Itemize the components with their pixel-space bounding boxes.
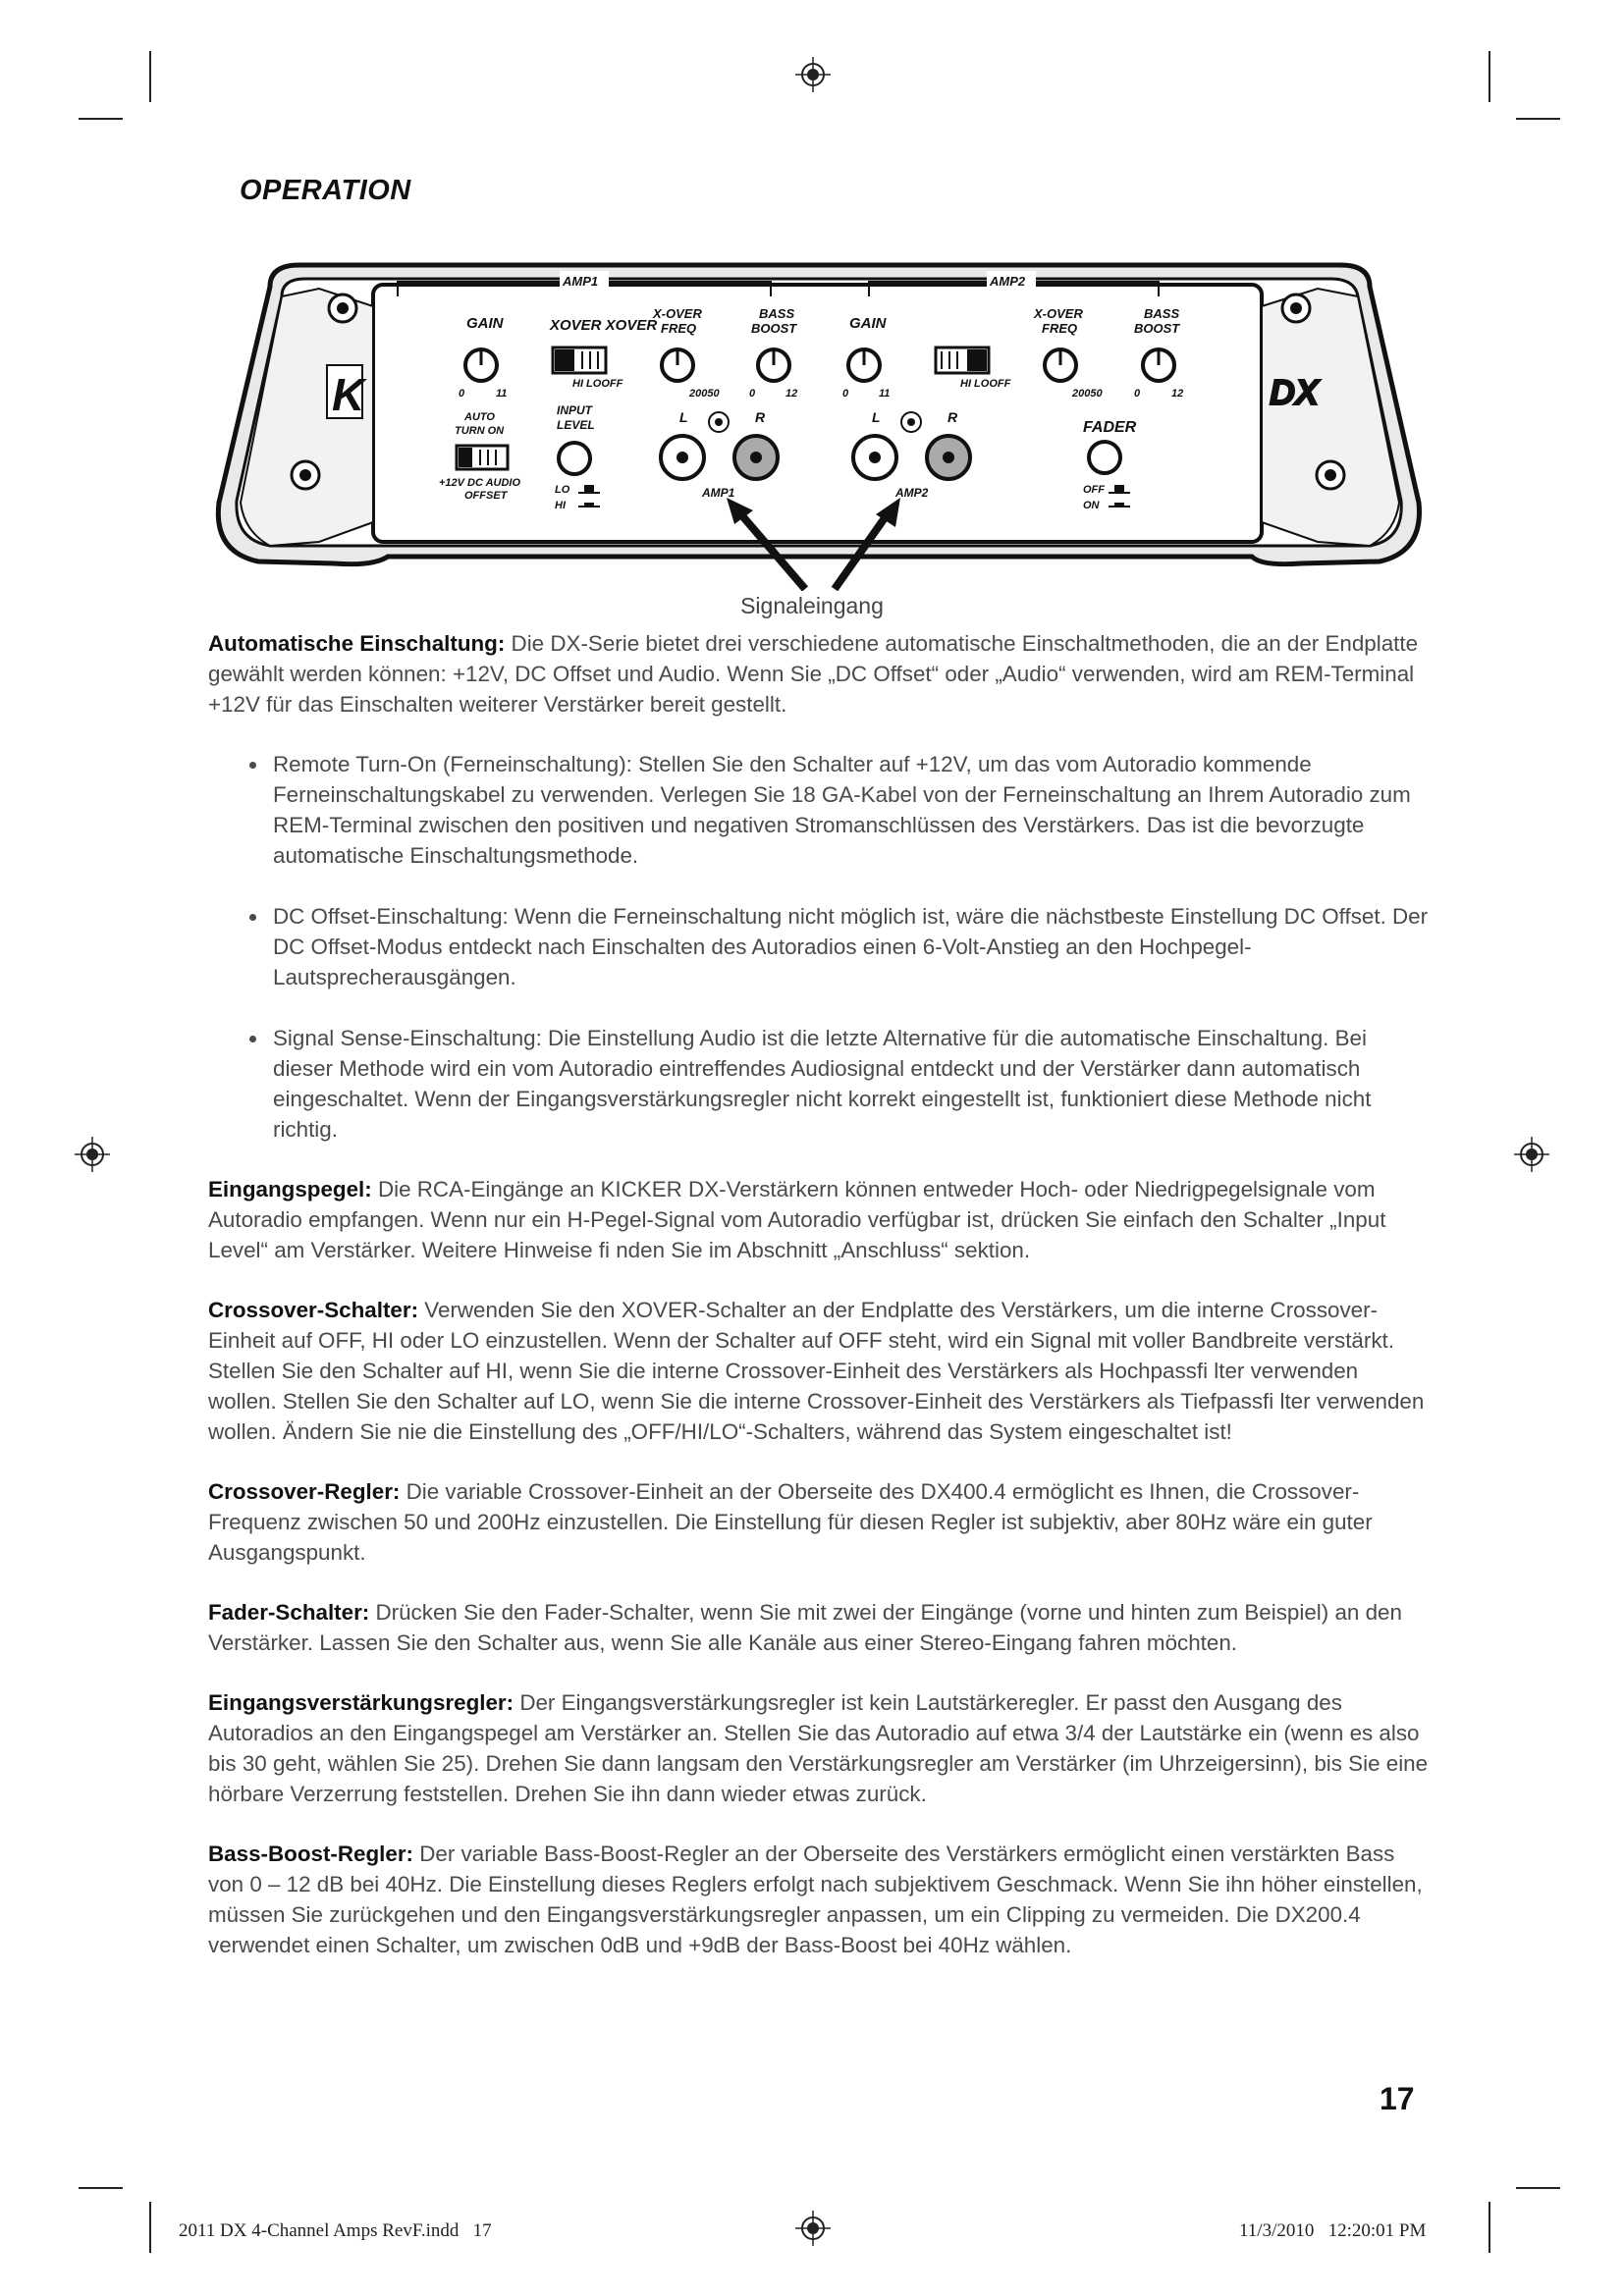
- dx-logo: DX: [1270, 372, 1320, 412]
- auto-turn-on-label: TURN ON: [455, 425, 505, 437]
- paragraph-text: Der variable Bass-Boost-Regler an der Oberseite des Verstärkers ermöglicht einen verstärkten Bass von 0 – 12 dB bei 40Hz. Die Einstellung dieses Reglers erfolgt nach subjektivem Geschmack. Wenn Sie ihn höher einstellen, müssen Sie zurückgehen und den Eingangsverstärkungsregler anpassen, um ein Clipping zu vermeiden. Die DX200.4 verwendet einen Schalter, um zwischen 0dB und +9dB der Bass-Boost bei 40Hz wählen.: [208, 1842, 1423, 1957]
- amp2-label: AMP2: [990, 274, 1026, 289]
- auto-turn-on-switch[interactable]: [457, 446, 508, 469]
- rca-l2-label: L: [872, 409, 881, 425]
- paragraph-heading: Fader-Schalter:: [208, 1600, 370, 1625]
- freq1-scale: 20050: [689, 388, 720, 400]
- boost1-scale: 12: [785, 388, 798, 400]
- gain2-scale: 11: [879, 388, 891, 400]
- bass-boost2-label: BASS: [1144, 306, 1180, 321]
- gain1-scale: 0: [459, 388, 465, 400]
- paragraph-fader-switch: [208, 1597, 1431, 1658]
- gain2-scale: 0: [842, 388, 849, 400]
- paragraph-text: Drücken Sie den Fader-Schalter, wenn Sie mit zwei der Eingänge (vorne und hinten zum Beispiel) an den Verstärker. Lassen Sie den Schalter aus, wenn Sie alle Kanäle aus einer Stereo-Eingang fahren möchten.: [208, 1600, 1402, 1655]
- fader-button[interactable]: [1089, 442, 1120, 473]
- section-title: OPERATION: [240, 175, 411, 206]
- bass-boost2-label: BOOST: [1134, 321, 1180, 336]
- hilo2-label: HI LOOFF: [960, 378, 1011, 390]
- gain2-label: GAIN: [849, 315, 887, 332]
- rca-l1-label: L: [679, 409, 688, 425]
- input-level-label: INPUT: [557, 403, 592, 417]
- gain1-label: GAIN: [466, 315, 504, 332]
- rca-input-amp1-right[interactable]: [734, 436, 778, 479]
- rca-r1-label: R: [755, 409, 766, 425]
- registration-mark-icon: [795, 57, 831, 92]
- list-item: • DC Offset-Einschaltung: Wenn die Ferneinschaltung nicht möglich ist, wäre die nächstbeste Einstellung DC Offset. Der DC Offset-Modus entdeckt nach Einschalten des Autoradios einen 6-Volt-Anstieg an den Hochpegel-Lautsprecherausgängen.: [269, 901, 1431, 992]
- footer-file-name: 2011 DX 4-Channel Amps RevF.indd 17: [179, 2220, 492, 2241]
- paragraph-auto-turn-on: [208, 628, 1431, 720]
- xover-switch-label: XOVER XOVER: [550, 317, 658, 334]
- paragraph-text: Der Eingangsverstärkungsregler ist kein Lautstärkeregler. Er passt den Ausgang des Autoradios an den Eingangspegel am Verstärker an. Stellen Sie das Autoradio auf etwa 3/4 der Lautstärke ein (wenn es also bis 30 geht, wählen Sie 25). Drehen Sie dann langsam den Verstärkungsregler am Verstärker (im Uhrzeigersinn), bis Sie eine hörbare Verzerrung feststellen. Drehen Sie ihn dann wieder etwas zurück.: [208, 1690, 1429, 1806]
- paragraph-text: Die variable Crossover-Einheit an der Oberseite des DX400.4 ermöglicht es Ihnen, die Crossover-Frequenz zwischen 50 und 200Hz einzustellen. Die Einstellung für diesen Regler ist subjektiv, aber 80Hz wäre ein guter Ausgangspunkt.: [208, 1479, 1373, 1565]
- boost2-scale: 0: [1134, 388, 1141, 400]
- auto-turn-on-label: AUTO: [464, 411, 495, 423]
- kicker-logo: K: [332, 369, 365, 420]
- rca-input-amp2-right[interactable]: [927, 436, 970, 479]
- registration-mark-icon: [795, 2211, 831, 2246]
- paragraph-input-level: [208, 1174, 1431, 1265]
- document-body: [208, 628, 1431, 1990]
- paragraph-heading: Crossover-Regler:: [208, 1479, 401, 1504]
- paragraph-heading: Eingangspegel:: [208, 1177, 372, 1201]
- input-level-button[interactable]: [559, 443, 590, 474]
- paragraph-bass-boost: [208, 1839, 1431, 1960]
- xover-freq1-label: FREQ: [661, 321, 697, 336]
- gain2-knob[interactable]: [848, 349, 880, 381]
- on-label: ON: [1083, 500, 1100, 511]
- gain1-scale: 11: [496, 388, 508, 400]
- rca-input-amp2-left[interactable]: [853, 436, 896, 479]
- paragraph-text: Die RCA-Eingänge an KICKER DX-Verstärkern können entweder Hoch- oder Niedrigpegelsignale vom Autoradio empfangen. Wenn nur ein H-Pegel-Signal vom Autoradio verfügbar ist, drücken Sie einfach den Schalter „Input Level“ am Verstärker. Weitere Hinweise fi nden Sie im Abschnitt „Anschluss“ sektion.: [208, 1177, 1386, 1262]
- crop-mark: [1489, 2202, 1490, 2253]
- paragraph-heading: Automatische Einschaltung:: [208, 631, 506, 656]
- paragraph-heading: Bass-Boost-Regler:: [208, 1842, 414, 1866]
- xover-freq1-knob[interactable]: [662, 349, 693, 381]
- freq2-scale: 20050: [1072, 388, 1103, 400]
- registration-mark-icon: [75, 1137, 110, 1172]
- xover-freq2-knob[interactable]: [1045, 349, 1076, 381]
- turn-on-modes-label: +12V DC AUDIO: [439, 477, 521, 489]
- paragraph-crossover-control: [208, 1476, 1431, 1568]
- boost2-scale: 12: [1171, 388, 1184, 400]
- lo-label: LO: [555, 484, 570, 496]
- hilo1-label: HI LOOFF: [572, 378, 623, 390]
- xover-switch-amp2[interactable]: [936, 347, 989, 373]
- off-label: OFF: [1083, 484, 1105, 496]
- rca-amp2-label: AMP2: [895, 486, 929, 500]
- paragraph-heading: Crossover-Schalter:: [208, 1298, 419, 1322]
- bass-boost1-label: BOOST: [751, 321, 797, 336]
- paragraph-heading: Eingangsverstärkungsregler:: [208, 1690, 514, 1715]
- rca-amp1-label: AMP1: [702, 486, 735, 500]
- page-number: 17: [1380, 2081, 1415, 2116]
- crop-mark: [79, 118, 123, 120]
- registration-mark-icon: [1514, 1137, 1549, 1172]
- turn-on-modes-label: OFFSET: [464, 490, 508, 502]
- rca-input-amp1-left[interactable]: [661, 436, 704, 479]
- diagram-caption: Signaleingang: [740, 593, 884, 618]
- input-level-label: LEVEL: [557, 418, 595, 432]
- amplifier-end-panel-diagram: [211, 257, 1426, 591]
- hi-label: HI: [555, 500, 566, 511]
- bass-boost2-knob[interactable]: [1143, 349, 1174, 381]
- crop-mark: [149, 2202, 151, 2253]
- xover-freq2-label: X-OVER: [1034, 306, 1083, 321]
- xover-freq1-label: X-OVER: [653, 306, 702, 321]
- crop-mark: [1516, 2187, 1560, 2189]
- gain1-knob[interactable]: [465, 349, 497, 381]
- crop-mark: [1516, 118, 1560, 120]
- turn-on-methods-list: [208, 749, 1431, 1145]
- crop-mark: [79, 2187, 123, 2189]
- xover-freq2-label: FREQ: [1042, 321, 1078, 336]
- paragraph-text: Verwenden Sie den XOVER-Schalter an der Endplatte des Verstärkers, um die interne Crossover-Einheit auf OFF, HI oder LO einzustellen. Wenn der Schalter auf OFF steht, wird ein Signal mit voller Bandbreite verstärkt. Stellen Sie den Schalter auf HI, wenn Sie die interne Crossover-Einheit des Verstärkers als Hochpassfi lter verwenden wollen. Stellen Sie den Schalter auf LO, wenn Sie die interne Crossover-Einheit des Verstärkers als Tiefpassfi lter verwenden wollen. Ändern Sie nie die Einstellung des „OFF/HI/LO“-Schalters, während das System eingeschaltet ist!: [208, 1298, 1425, 1444]
- boost1-scale: 0: [749, 388, 756, 400]
- list-item: • Remote Turn-On (Ferneinschaltung): Stellen Sie den Schalter auf +12V, um das vom Autoradio kommende Ferneinschaltungskabel zu verwenden. Verlegen Sie 18 GA-Kabel von der Ferneinschaltung an Ihrem Autoradio zum REM-Terminal zwischen den positiven und negativen Stromanschlüssen des Verstärkers. Das ist die bevorzugte automatische Einschaltungsmethode.: [269, 749, 1431, 871]
- crop-mark: [149, 51, 151, 102]
- xover-switch-amp1[interactable]: [553, 347, 606, 373]
- fader-label: FADER: [1083, 419, 1137, 436]
- paragraph-gain-control: [208, 1687, 1431, 1809]
- rca-r2-label: R: [947, 409, 958, 425]
- bass-boost1-label: BASS: [759, 306, 795, 321]
- paragraph-text: Die DX-Serie bietet drei verschiedene automatische Einschaltmethoden, die an der Endplatte gewählt werden können: +12V, DC Offset und Audio. Wenn Sie „DC Offset“ oder „Audio“ verwenden, wird am REM-Terminal +12V für das Einschalten weiterer Verstärker bereit gestellt.: [208, 631, 1419, 717]
- list-item: • Signal Sense-Einschaltung: Die Einstellung Audio ist die letzte Alternative für die automatische Einschaltung. Bei dieser Methode wird ein vom Autoradio eintreffendes Audiosignal entdeckt und der Verstärker dann automatisch eingeschaltet. Wenn der Eingangsverstärkungsregler nicht korrekt eingestellt ist, funktioniert diese Methode nicht richtig.: [269, 1023, 1431, 1145]
- amp1-label: AMP1: [563, 274, 599, 289]
- bass-boost1-knob[interactable]: [758, 349, 789, 381]
- paragraph-crossover-switch: [208, 1295, 1431, 1447]
- crop-mark: [1489, 51, 1490, 102]
- footer-date: 11/3/2010 12:20:01 PM: [1239, 2220, 1427, 2241]
